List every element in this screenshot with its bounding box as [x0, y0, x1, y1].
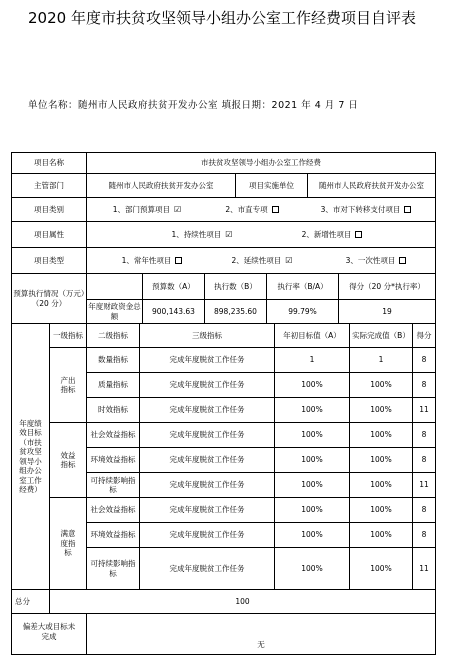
indicator-row: [87, 448, 435, 472]
department-row: [12, 174, 435, 198]
budget-score: 19: [382, 306, 392, 316]
budget-header-score: 得分（20 分*执行率）: [349, 281, 425, 291]
indicator-row: [87, 373, 435, 397]
category-option-2: [207, 198, 297, 221]
unchecked-box-icon: [399, 257, 406, 264]
attribute-label: 项目属性: [12, 222, 87, 247]
indicator-row: [87, 523, 435, 547]
benefit-indicator-group: 效益指标: [50, 423, 87, 497]
checked-box-icon: ☑: [225, 229, 233, 239]
indicator-level3: 完成年度脱贫工作任务: [140, 423, 275, 447]
indicator-score: 11: [419, 405, 429, 415]
deviation-row: [12, 614, 435, 654]
project-name-label: 项目名称: [12, 153, 87, 173]
indicator-score: 8: [421, 455, 427, 465]
indicator-level2: 质量指标: [87, 373, 140, 397]
impl-unit-label: 项目实施单位: [236, 174, 308, 197]
deviation-label: 偏差大或目标未完成: [12, 614, 87, 654]
category-option-3-text: 3、市对下转移支付项目: [320, 204, 401, 214]
indicator-level3: 完成年度脱贫工作任务: [140, 398, 275, 422]
type-option-1: [97, 248, 207, 273]
attribute-option-2: [277, 222, 387, 247]
attribute-row: [12, 222, 435, 248]
level1-header: 一级指标: [50, 324, 87, 347]
indicator-level2: 可持续影响指标: [87, 473, 140, 497]
unchecked-box-icon: [175, 257, 182, 264]
level3-header: 三级指标: [140, 324, 275, 347]
indicator-target: 100%: [275, 423, 350, 447]
actual-header: 实际完成值（B）: [350, 324, 413, 347]
budget-amount: 900,143.63: [143, 300, 205, 323]
performance-block: [12, 324, 435, 590]
indicator-level2: 社会效益指标: [87, 498, 140, 522]
total-score-value: 100: [235, 596, 250, 606]
unit-and-date-line: 单位名称：随州市人民政府扶贫开发办公室 填报日期：2021 年 4 月 7 日: [28, 100, 359, 111]
target-header: 年初目标值（A）: [275, 324, 350, 347]
indicator-target: 1: [275, 348, 350, 372]
budget-header-a: 预算数（A）: [143, 274, 205, 299]
attribute-option-1-text: 1、持续性项目: [171, 229, 222, 239]
self-evaluation-table: [11, 152, 436, 655]
indicator-actual: 1: [350, 348, 413, 372]
project-name-value: 市扶贫攻坚领导小组办公室工作经费: [201, 158, 321, 168]
indicator-row: [87, 348, 435, 372]
budget-block: [12, 274, 435, 324]
indicator-level3: 完成年度脱贫工作任务: [140, 448, 275, 472]
annual-funds-label: 年度财政资金总额: [87, 300, 143, 323]
indicator-target: 100%: [275, 398, 350, 422]
indicator-row: [87, 398, 435, 422]
executed-amount: 898,235.60: [205, 300, 267, 323]
indicator-target: 100%: [275, 373, 350, 397]
indicator-actual: 100%: [350, 498, 413, 522]
indicator-level3: 完成年度脱贫工作任务: [140, 473, 275, 497]
unchecked-box-icon: [404, 206, 411, 213]
indicator-row: [87, 473, 435, 497]
category-label: 项目类别: [12, 198, 87, 221]
indicator-score: 11: [419, 480, 429, 490]
indicator-level2: 可持续影响指标: [87, 548, 140, 589]
indicator-level2: 环境效益指标: [87, 448, 140, 472]
indicator-score: 8: [421, 355, 427, 365]
unchecked-box-icon: [272, 206, 279, 213]
impl-unit-value: 随州市人民政府扶贫开发办公室: [319, 180, 424, 190]
department-value: 随州市人民政府扶贫开发办公室: [87, 174, 236, 197]
indicator-level2: 数量指标: [87, 348, 140, 372]
indicator-actual: 100%: [350, 448, 413, 472]
indicator-actual: 100%: [350, 548, 413, 589]
level2-header: 二级指标: [87, 324, 140, 347]
checked-box-icon: ☑: [285, 255, 293, 265]
indicator-score: 8: [421, 430, 427, 440]
indicator-actual: 100%: [350, 398, 413, 422]
indicator-score: 11: [419, 563, 429, 573]
budget-header-rate: 执行率（B/A）: [267, 274, 339, 299]
indicator-level3: 完成年度脱贫工作任务: [140, 498, 275, 522]
indicator-actual: 100%: [350, 423, 413, 447]
indicator-target: 100%: [275, 548, 350, 589]
indicator-actual: 100%: [350, 373, 413, 397]
deviation-value: 无: [257, 640, 265, 649]
document-title: 2020 年度市扶贫攻坚领导小组办公室工作经费项目自评表: [28, 9, 416, 27]
type-option-1-text: 1、常年性项目: [121, 255, 172, 265]
budget-label: 预算执行情况（万元）（20 分）: [12, 274, 87, 323]
indicator-level2: 环境效益指标: [87, 523, 140, 547]
indicator-target: 100%: [275, 448, 350, 472]
satisfaction-indicator-group: 满意度指标: [50, 498, 87, 589]
indicator-row: [87, 423, 435, 447]
attribute-option-2-text: 2、新增性项目: [301, 229, 352, 239]
type-label: 项目类型: [12, 248, 87, 273]
indicator-score: 8: [421, 505, 427, 515]
budget-header-b: 执行数（B）: [205, 274, 267, 299]
indicator-row: [87, 498, 435, 522]
indicator-score: 8: [421, 530, 427, 540]
indicator-target: 100%: [275, 473, 350, 497]
indicator-level3: 完成年度脱贫工作任务: [140, 548, 275, 589]
type-option-2: [207, 248, 317, 273]
unchecked-box-icon: [355, 231, 362, 238]
indicator-level2: 时效指标: [87, 398, 140, 422]
indicator-target: 100%: [275, 523, 350, 547]
indicator-row: [87, 548, 435, 589]
budget-header-blank: [87, 274, 143, 299]
total-score-row: [12, 590, 435, 614]
type-option-2-text: 2、延续性项目: [231, 255, 282, 265]
indicator-level3: 完成年度脱贫工作任务: [140, 523, 275, 547]
checked-box-icon: ☑: [174, 204, 182, 214]
indicator-score: 8: [421, 380, 427, 390]
execution-rate: 99.79%: [267, 300, 339, 323]
type-option-3: [317, 248, 435, 273]
category-row: [12, 198, 435, 222]
attribute-option-1: [127, 222, 277, 247]
category-option-2-text: 2、市直专项: [225, 204, 268, 214]
category-option-1: [87, 198, 207, 221]
score-header: 得分: [416, 330, 432, 340]
project-name-row: [12, 153, 435, 174]
total-score-label: 总分: [12, 590, 50, 613]
performance-side-label: 年度绩效目标（市扶贫攻坚领导小组办公室工作经费）: [12, 324, 50, 589]
department-label: 主管部门: [12, 174, 87, 197]
indicator-target: 100%: [275, 498, 350, 522]
category-option-3: [297, 198, 435, 221]
type-row: [12, 248, 435, 274]
category-option-1-text: 1、部门预算项目: [112, 204, 171, 214]
indicator-actual: 100%: [350, 473, 413, 497]
type-option-3-text: 3、一次性项目: [345, 255, 396, 265]
indicator-level3: 完成年度脱贫工作任务: [140, 373, 275, 397]
output-indicator-group: 产出指标: [50, 348, 87, 422]
indicator-actual: 100%: [350, 523, 413, 547]
indicator-level2: 社会效益指标: [87, 423, 140, 447]
indicator-level3: 完成年度脱贫工作任务: [140, 348, 275, 372]
